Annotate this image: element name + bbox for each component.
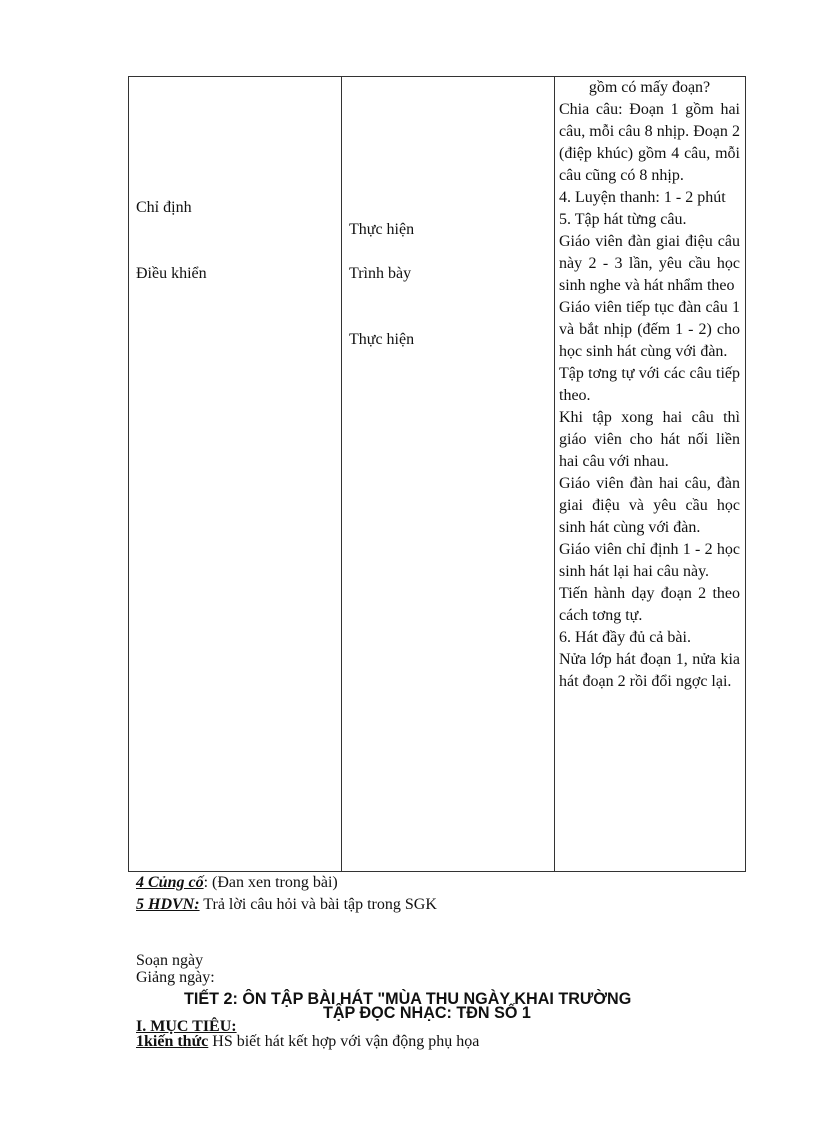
content-paragraph: Giáo viên đàn hai câu, đàn giai điệu và yêu cầu học sinh hát cùng với đàn. bbox=[559, 475, 740, 536]
thuc-hien-text-1: Thực hiện bbox=[349, 221, 415, 238]
content-paragraph: Giáo viên đàn giai điệu câu này 2 - 3 lần, yêu cầu học sinh nghe và hát nhẩm theo bbox=[559, 233, 740, 294]
lesson-table bbox=[128, 76, 746, 872]
dieu-khien-text: Điều khiển bbox=[136, 265, 207, 282]
lesson-title: TIẾT 2: ÔN TẬP BÀI HÁT "MÙA THU NGÀY KHAI TRƯỜNG bbox=[184, 989, 632, 1008]
content-paragraph: 6. Hát đầy đủ cả bài. bbox=[559, 629, 691, 646]
student-column bbox=[342, 77, 555, 872]
content-paragraph: Tập tơng tự với các câu tiếp theo. bbox=[559, 365, 740, 404]
content-column bbox=[555, 77, 746, 872]
hdvn-text: Trả lời câu hỏi và bài tập trong SGK bbox=[199, 896, 437, 913]
cung-co-label: 4 Củng cố bbox=[136, 874, 204, 891]
content-paragraph: 4. Luyện thanh: 1 - 2 phút bbox=[559, 189, 726, 206]
kien-thuc-text: HS biết hát kết hợp với vận động phụ họa bbox=[208, 1033, 480, 1050]
lesson-subtitle: TẬP ĐỌC NHẠC: TĐN SỐ 1 bbox=[323, 1003, 531, 1022]
chi-dinh-text: Chỉ định bbox=[136, 199, 192, 216]
content-paragraph: Chia câu: Đoạn 1 gồm hai câu, mỗi câu 8 nhịp. Đoạn 2 (điệp khúc) gồm 4 câu, mỗi câu cũng có 8 nhịp. bbox=[559, 101, 740, 184]
content-paragraph: 5. Tập hát từng câu. bbox=[559, 211, 687, 228]
kien-thuc-line bbox=[136, 1034, 479, 1050]
hdvn-label: 5 HDVN: bbox=[136, 896, 200, 913]
cung-co-line bbox=[136, 873, 338, 893]
trinh-bay-text: Trình bày bbox=[349, 265, 412, 282]
muc-tieu-text: I. MỤC TIÊU: bbox=[136, 1018, 237, 1035]
content-paragraph: Nửa lớp hát đoạn 1, nửa kia hát đoạn 2 rồi đổi ngợc lại. bbox=[559, 651, 740, 690]
table-row bbox=[129, 77, 746, 872]
thuc-hien-text-2: Thực hiện bbox=[349, 331, 415, 348]
cung-co-text: : (Đan xen trong bài) bbox=[203, 874, 338, 891]
soan-ngay-text: Soạn ngày bbox=[136, 952, 204, 969]
giang-ngay-text: Giảng ngày: bbox=[136, 969, 215, 986]
content-paragraph: Giáo viên chỉ định 1 - 2 học sinh hát lại hai câu này. bbox=[559, 541, 740, 580]
hdvn-line bbox=[136, 895, 437, 915]
content-paragraph: Khi tập xong hai câu thì giáo viên cho hát nối liền hai câu với nhau. bbox=[559, 409, 740, 470]
content-paragraph: Tiến hành dạy đoạn 2 theo cách tơng tự. bbox=[559, 585, 740, 624]
teacher-column bbox=[129, 77, 342, 872]
kien-thuc-label: 1kiến thức bbox=[136, 1033, 209, 1050]
content-paragraph: gồm có mấy đoạn? bbox=[588, 79, 711, 96]
content-paragraph: Giáo viên tiếp tục đàn câu 1 và bắt nhịp (đếm 1 - 2) cho học sinh hát cùng với đàn. bbox=[559, 299, 740, 360]
